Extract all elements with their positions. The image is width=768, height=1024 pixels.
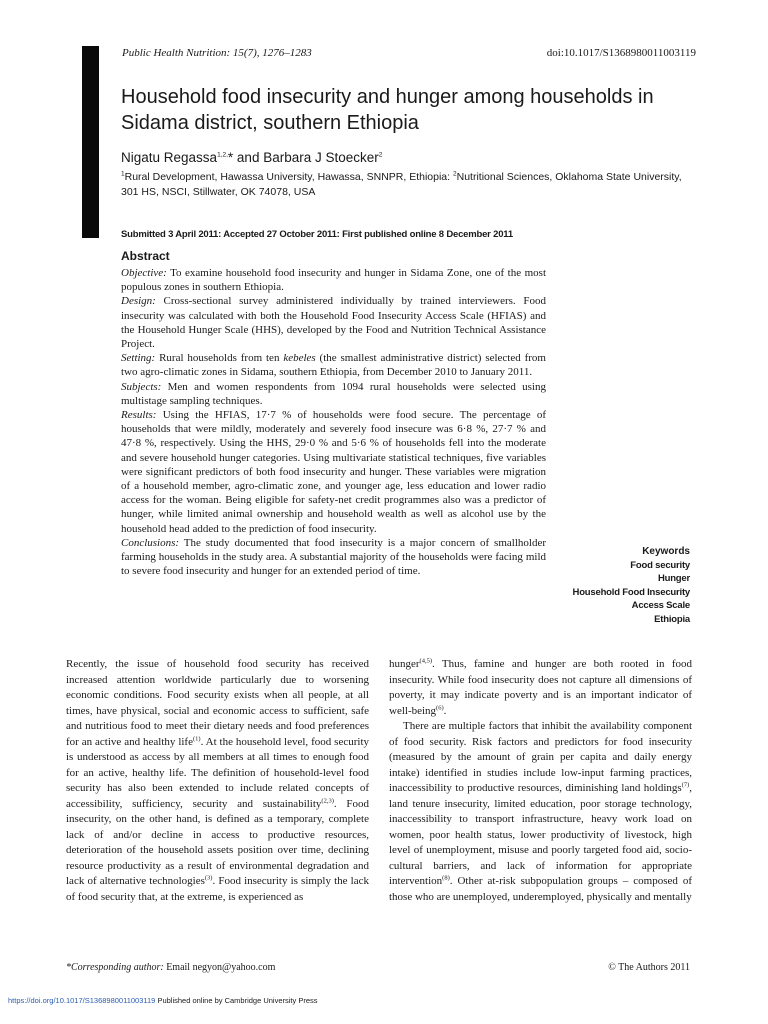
publisher-line (8, 996, 318, 1005)
setting-kebeles: kebeles (283, 352, 316, 365)
abstract-subjects (121, 380, 546, 408)
abstract-conclusions (121, 536, 546, 579)
journal-citation: Public Health Nutrition: 15(7), 1276–1283 (122, 47, 312, 59)
submission-dates: Submitted 3 April 2011: Accepted 27 October 2011: First published online 8 December 2011 (121, 229, 513, 240)
conclusions-label: Conclusions: (121, 536, 180, 549)
publisher-text: Published online by Cambridge University Press (155, 996, 318, 1005)
body-text: . Other at-risk subpopulation groups – composed of those who are unemployed, underemployed, physically and mentally (389, 875, 692, 903)
citation-ref: (1) (192, 734, 201, 742)
doi-link[interactable]: https://doi.org/10.1017/S1368980011003119 (8, 996, 156, 1005)
keywords-heading: Keywords (642, 546, 690, 557)
author-1: Nigatu Regassa (121, 150, 218, 165)
black-margin-bar (82, 46, 99, 238)
design-text: Cross-sectional survey administered individually by trained interviewers. Food insecurity was calculated with both the Household Food Insecurity Access Scale (HFIAS) and the Household Hunger Scale (HHS), developed by the Food and Nutrition Technical Assistance Project. (121, 295, 546, 351)
affil-2: Nutritional Sciences, Oklahoma State University, 301 HS, NSCI, Stillwater, OK 74078, USA (121, 171, 682, 198)
abstract-results (121, 408, 546, 536)
objective-text: To examine household food insecurity and hunger in Sidama Zone, one of the most populous zones in southern Ethiopia. (121, 267, 546, 294)
corresponding-email: Email negyon@yahoo.com (163, 962, 276, 973)
affiliations (121, 170, 701, 200)
citation-ref: (7) (681, 781, 690, 789)
body-column-right (389, 657, 692, 905)
copyright-notice: © The Authors 2011 (608, 962, 690, 973)
body-text: . Food insecurity, on the other hand, is defined as a temporary, complete lack of and/or decline in access to productive resources, deterioration of the household assets position over time, declining resource productivity as a result of environmental degradation and lack of alternative technologies (66, 797, 369, 887)
body-text: hunger (389, 658, 420, 670)
body-column-left (66, 657, 369, 905)
keyword-item: Ethiopia (654, 613, 690, 625)
body-paragraph-1 (389, 657, 692, 719)
abstract-setting (121, 351, 546, 379)
results-text: Using the HFIAS, 17·7 % of households were food secure. The percentage of households that were mildly, moderately and severely food insecure was 6·8 %, 27·7 % and 47·8 %, respectively. Using the HHS, 29·0 % and 5·6 % of households fell into the moderate and severe household hunger categories. Using multivariate statistical techniques, five variables were significant predictors of both food insecurity and hunger. These variables were migration of a household member, agro-climatic zone, and younger age, less education and lower radio access for the woman. Being eligible for safety-net credit programmes also was a predictor of hunger, while limited animal ownership and household wealth as well as alcohol use by the household head added to the prediction of food insecurity. (121, 409, 546, 535)
body-text: . (443, 704, 447, 717)
design-label: Design: (121, 295, 156, 308)
conclusions-text: The study documented that food insecurity is a major concern of smallholder farming households in the study area. A substantial majority of the households were facing mild to severe food insecurity and hunger for an extended period of time. (121, 536, 546, 578)
setting-text-b: (the smallest administrative district) selected from two agro-climatic zones in Sidama, southern Ethiopia, from December 2010 to January 2011. (121, 352, 546, 379)
body-text: , land tenure insecurity, limited education, poor storage technology, inaccessibility to transport infrastructure, heavy work load on women, poor health status, lower productivity of livestock, high level of unemployment, misuse and poorly targeted food aid, socio-cultural barriers, and lack of information for appropriate intervention (389, 782, 692, 887)
author-1-affil: 1,2, (217, 151, 228, 159)
affil-1: Rural Development, Hawassa University, Hawassa, SNNPR, Ethiopia: (124, 171, 453, 183)
abstract-design (121, 294, 546, 351)
intro-paragraph (66, 657, 369, 905)
keyword-item: Hunger (657, 573, 690, 584)
subjects-text: Men and women respondents from 1094 rural households were selected using multistage sampling techniques. (121, 380, 546, 407)
setting-label: Setting: (121, 352, 156, 365)
affil-2-marker: 2 (452, 170, 457, 178)
setting-text-a: Rural households from ten (155, 352, 284, 365)
body-paragraph-2 (389, 719, 692, 905)
abstract-body (121, 266, 546, 578)
citation-ref: (8) (442, 874, 450, 882)
results-label: Results: (121, 409, 157, 422)
keyword-item: Access Scale (631, 600, 690, 611)
subjects-label: Subjects: (121, 380, 162, 393)
keyword-item: Household Food Insecurity (572, 586, 690, 598)
author-2-affil: 2 (378, 151, 383, 159)
body-text: . Food insecurity is simply the lack of food security that, at the extreme, is experienced as (66, 875, 369, 903)
objective-label: Objective: (121, 267, 167, 279)
citation-ref: (2,3) (321, 796, 334, 804)
citation-ref: (6) (436, 703, 444, 711)
citation-ref: (4,5) (419, 657, 433, 665)
corresponding-author-footnote (66, 962, 275, 973)
body-text: There are multiple factors that inhibit the availability component of food security. Risk factors and predictors for food insecurity (measured by the amount of grain per capita and daily energy intake) identified in studies include low-input farming practices, inaccessibility to productive resources, diminishing land holdings (389, 720, 692, 794)
citation-ref: (3) (204, 874, 213, 882)
affil-1-marker: 1 (121, 170, 125, 178)
author-conjunction: and (233, 150, 264, 165)
body-text: . Thus, famine and hunger are both rooted in food insecurity. While food insecurity does not capture all dimensions of poverty, it may indicate poverty and is an important indicator of well-being (389, 658, 692, 717)
abstract-heading: Abstract (121, 249, 170, 263)
doi-header: doi:10.1017/S1368980011003119 (546, 47, 696, 59)
keywords-block (573, 545, 690, 626)
corresponding-star: * (227, 150, 234, 165)
body-text: Recently, the issue of household food security has received increased attention worldwide particularly due to worsening economic conditions. Food security exists when all people, at all times, have physical, social and economic access to sufficient, safe and nutritious food to meet their dietary needs and food preferences for an active and healthy life (66, 658, 369, 748)
article-title: Household food insecurity and hunger among households in Sidama district, southern Ethiopia (121, 86, 654, 134)
author-line (121, 150, 382, 165)
abstract-objective (121, 266, 546, 294)
keyword-item: Food security (630, 559, 690, 571)
author-2: Barbara J Stoecker (263, 150, 379, 165)
body-text: . At the household level, food security is understood as access by all members at all times to enough food for an active, healthy life. The definition of household-level food security has also been extended to include related concepts of accessibility, sufficiency, security and sustainability (66, 735, 369, 810)
corresponding-label: *Corresponding author: (66, 962, 164, 973)
